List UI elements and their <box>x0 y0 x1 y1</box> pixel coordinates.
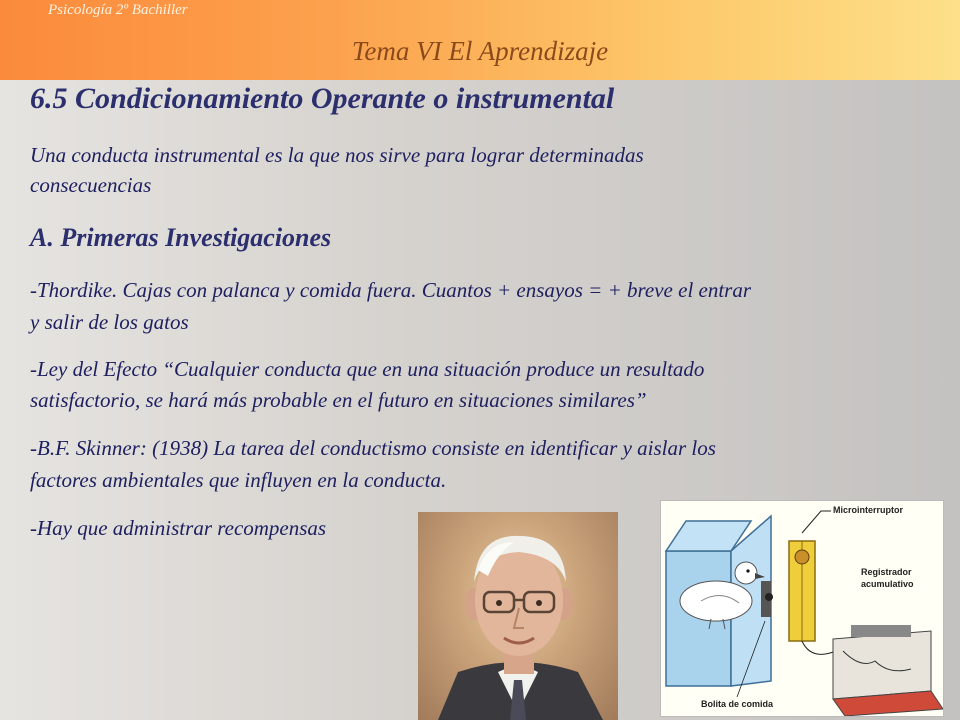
bullet-thorndike-line-2: y salir de los gatos <box>30 310 189 334</box>
bullet-skinner-line-1: -B.F. Skinner: (1938) La tarea del conductismo consiste en identificar y aislar los <box>30 436 716 460</box>
intro-line-1: Una conducta instrumental es la que nos sirve para lograr determinadas <box>30 143 644 167</box>
bullet-thorndike-line-1: -Thordike. Cajas con palanca y comida fuera. Cuantos + ensayos = + breve el entrar <box>30 278 752 302</box>
portrait-illustration <box>418 512 618 720</box>
topic-title: Tema VI El Aprendizaje <box>351 36 609 66</box>
skinner-box-illustration <box>661 501 943 716</box>
header-banner <box>0 0 960 80</box>
skinner-box-diagram <box>660 500 944 717</box>
bullet-rewards: -Hay que administrar recompensas <box>30 516 327 540</box>
label-registrador: Registrador <box>861 567 912 577</box>
label-microinterruptor: Microinterruptor <box>833 505 904 515</box>
skinner-portrait-photo <box>418 512 618 720</box>
label-bolita-de-comida: Bolita de comida <box>701 699 774 709</box>
bullet-law-of-effect-line-1: -Ley del Efecto “Cualquier conducta que en una situación produce un resultado <box>30 357 705 381</box>
label-acumulativo: acumulativo <box>861 579 914 589</box>
intro-line-2: consecuencias <box>30 173 152 197</box>
bullet-law-of-effect-line-2: satisfactorio, se hará más probable en el futuro en situaciones similares” <box>30 388 647 412</box>
section-title: A. Primeras Investigaciones <box>30 223 332 252</box>
slide-title: 6.5 Condicionamiento Operante o instrumental <box>30 82 615 115</box>
subject-label: Psicología 2º Bachiller <box>48 2 188 18</box>
bullet-skinner-line-2: factores ambientales que influyen en la conducta. <box>30 468 447 492</box>
